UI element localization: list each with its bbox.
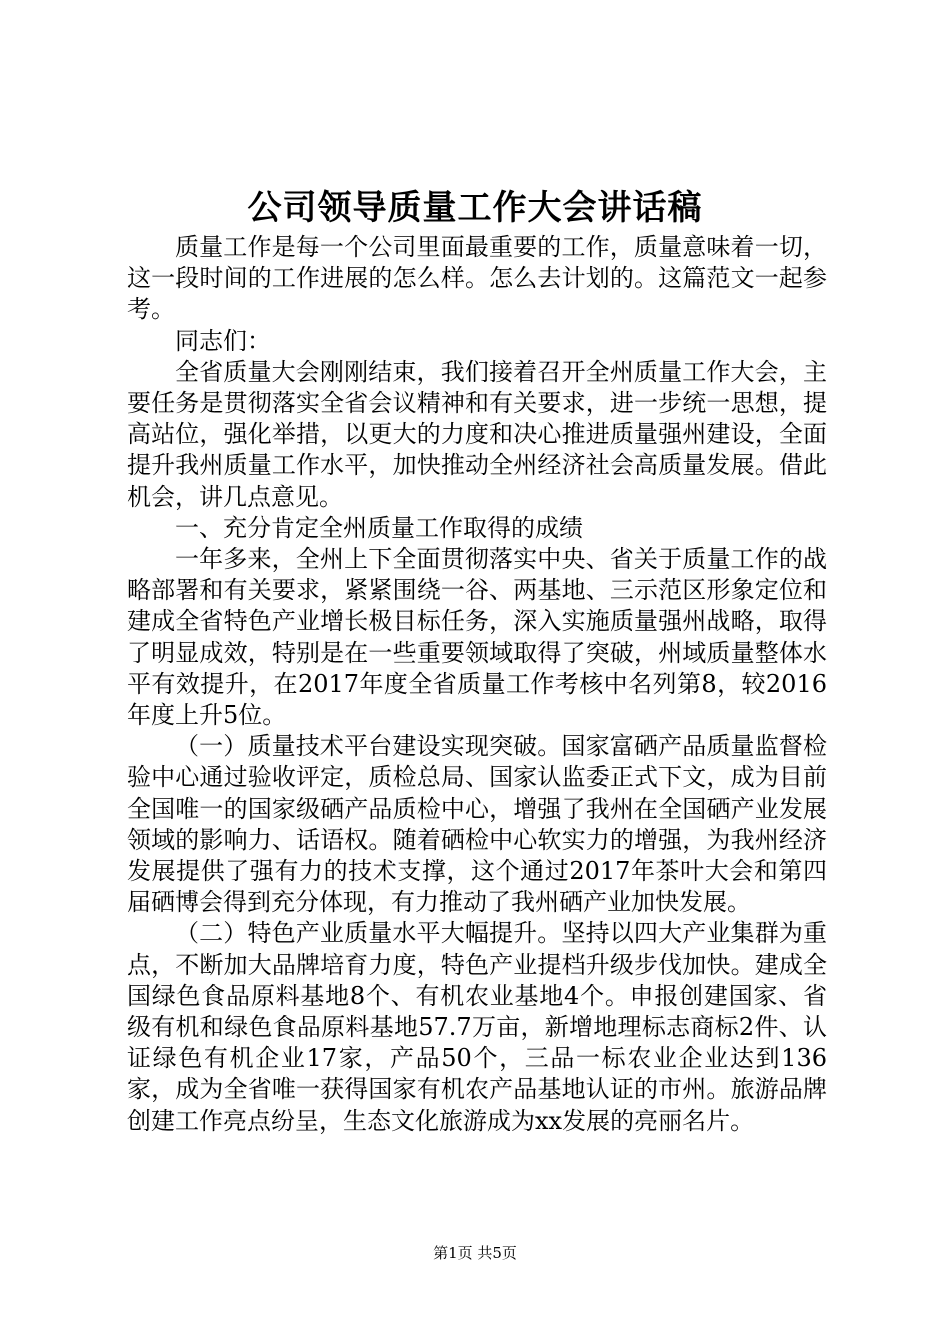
document-body: [127, 232, 827, 1137]
achievements-paragraph: 一年多来，全州上下全面贯彻落实中央、省关于质量工作的战略部署和有关要求，紧紧围绕一谷、两基地、三示范区形象定位和建成全省特色产业增长极目标任务，深入实施质量强州战略，取得了明显成效，特别是在一些重要领域取得了突破，州域质量整体水平有效提升，在2017年度全省质量工作考核中名列第8，较2016年度上升5位。: [127, 545, 827, 730]
intro-paragraph: 质量工作是每一个公司里面最重要的工作，质量意味着一切，这一段时间的工作进展的怎么样。怎么去计划的。这篇范文一起参考。: [127, 233, 827, 324]
page-number-footer: 第1页 共5页: [433, 1244, 517, 1262]
salutation: 同志们：: [175, 326, 271, 355]
subsection-2-paragraph: （二）特色产业质量水平大幅提升。坚持以四大产业集群为重点，不断加大品牌培育力度，特色产业提档升级步伐加快。建成全国绿色食品原料基地8个、有机农业基地4个。申报创建国家、省级有机和绿色食品原料基地57.7万亩，新增地理标志商标2件、认证绿色有机企业17家，产品50个，三品一标农业企业达到136家，成为全省唯一获得国家有机农产品基地认证的市州。旅游品牌创建工作亮点纷呈，生态文化旅游成为xx发展的亮丽名片。: [127, 919, 827, 1135]
section-heading-1: 一、充分肯定全州质量工作取得的成绩: [175, 513, 583, 542]
subsection-1-paragraph: （一）质量技术平台建设实现突破。国家富硒产品质量监督检验中心通过验收评定，质检总局、国家认监委正式下文，成为目前全国唯一的国家级硒产品质检中心，增强了我州在全国硒产业发展领域的影响力、话语权。随着硒检中心软实力的增强，为我州经济发展提供了强有力的技术支撑，这个通过2017年茶叶大会和第四届硒博会得到充分体现，有力推动了我州硒产业加快发展。: [127, 732, 827, 917]
opening-paragraph: 全省质量大会刚刚结束，我们接着召开全州质量工作大会，主要任务是贯彻落实全省会议精神和有关要求，进一步统一思想，提高站位，强化举措，以更大的力度和决心推进质量强州建设，全面提升我州质量工作水平，加快推动全州经济社会高质量发展。借此机会，讲几点意见。: [127, 357, 827, 511]
document-title: 公司领导质量工作大会讲话稿: [247, 188, 703, 228]
